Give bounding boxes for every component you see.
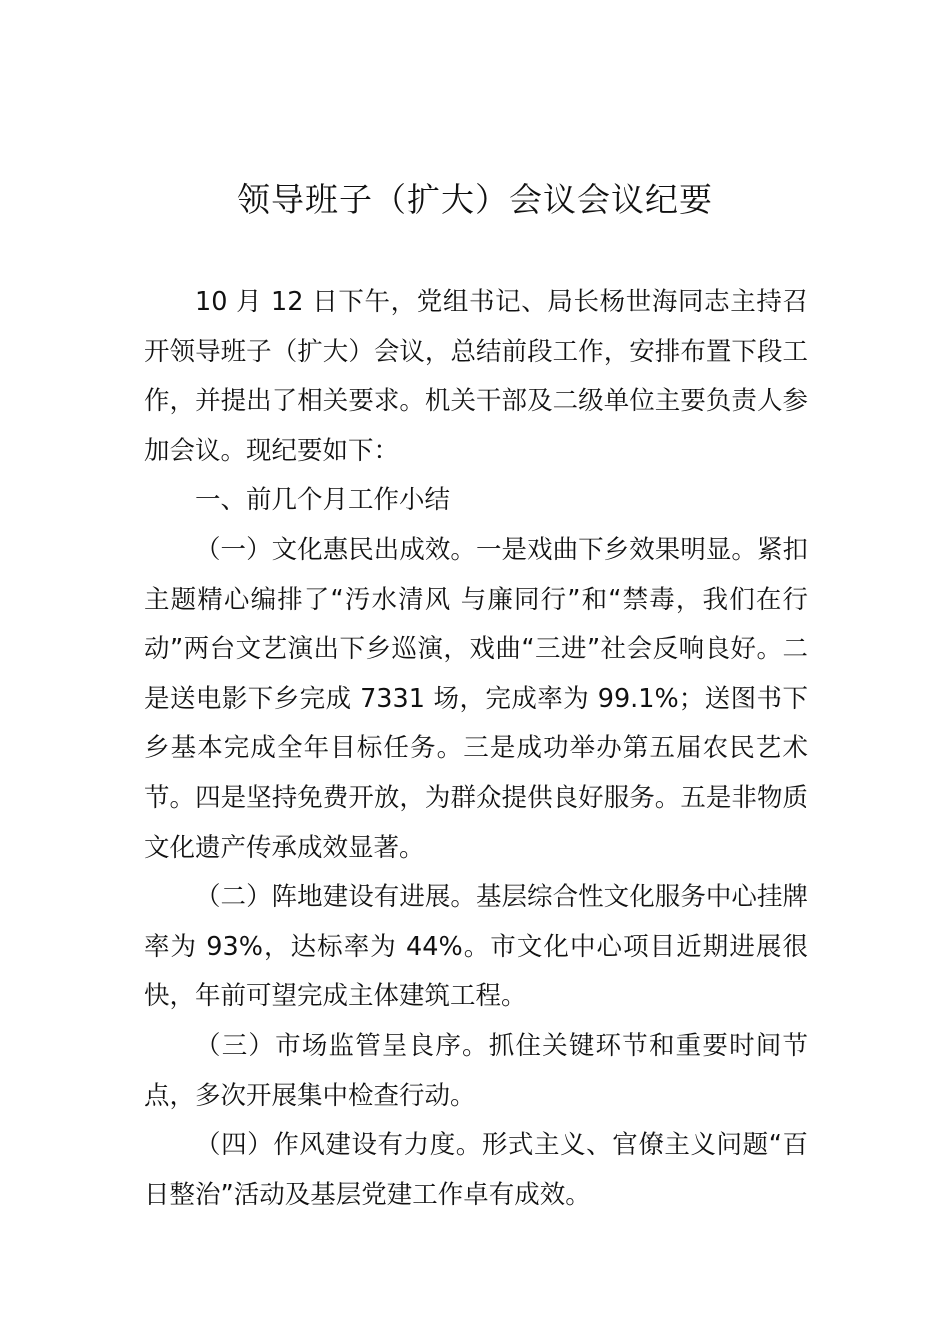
document-title: 领导班子（扩大）会议会议纪要 bbox=[237, 180, 713, 219]
paragraph-intro: 10 月 12 日下午，党组书记、局长杨世海同志主持召开领导班子（扩大）会议，总结前段工作，安排布置下段工作，并提出了相关要求。机关干部及二级单位主要负责人参加会议。现纪要如下： bbox=[144, 287, 808, 466]
paragraph-item-1: （一）文化惠民出成效。一是戏曲下乡效果明显。紧扣主题精心编排了“汚水清风 与廉同行”和“禁毒，我们在行动”两台文艺演出下乡巡演，戏曲“三进”社会反响良好。二是送电影下乡完成 7331 场，完成率为 99.1%；送图书下乡基本完成全年目标任务。三是成功举办第五届农民艺术节。四是坚持免费开放，为群众提供良好服务。五是非物质文化遗产传承成效显著。 bbox=[144, 534, 808, 863]
paragraph-item-2: （二）阵地建设有进展。基层综合性文化服务中心挂牌率为 93%，达标率为 44%。市文化中心项目近期进展很快，年前可望完成主体建筑工程。 bbox=[144, 882, 808, 1012]
section-heading-summary: 一、前几个月工作小结 bbox=[195, 485, 451, 516]
paragraph-item-4: （四）作风建设有力度。形式主义、官僚主义问题“百日整治”活动及基层党建工作卓有成效。 bbox=[144, 1130, 808, 1210]
paragraph-item-3: （三）市场监管呈良序。抓住关键环节和重要时间节点，多次开展集中检查行动。 bbox=[144, 1030, 808, 1111]
document-body bbox=[144, 278, 808, 1220]
